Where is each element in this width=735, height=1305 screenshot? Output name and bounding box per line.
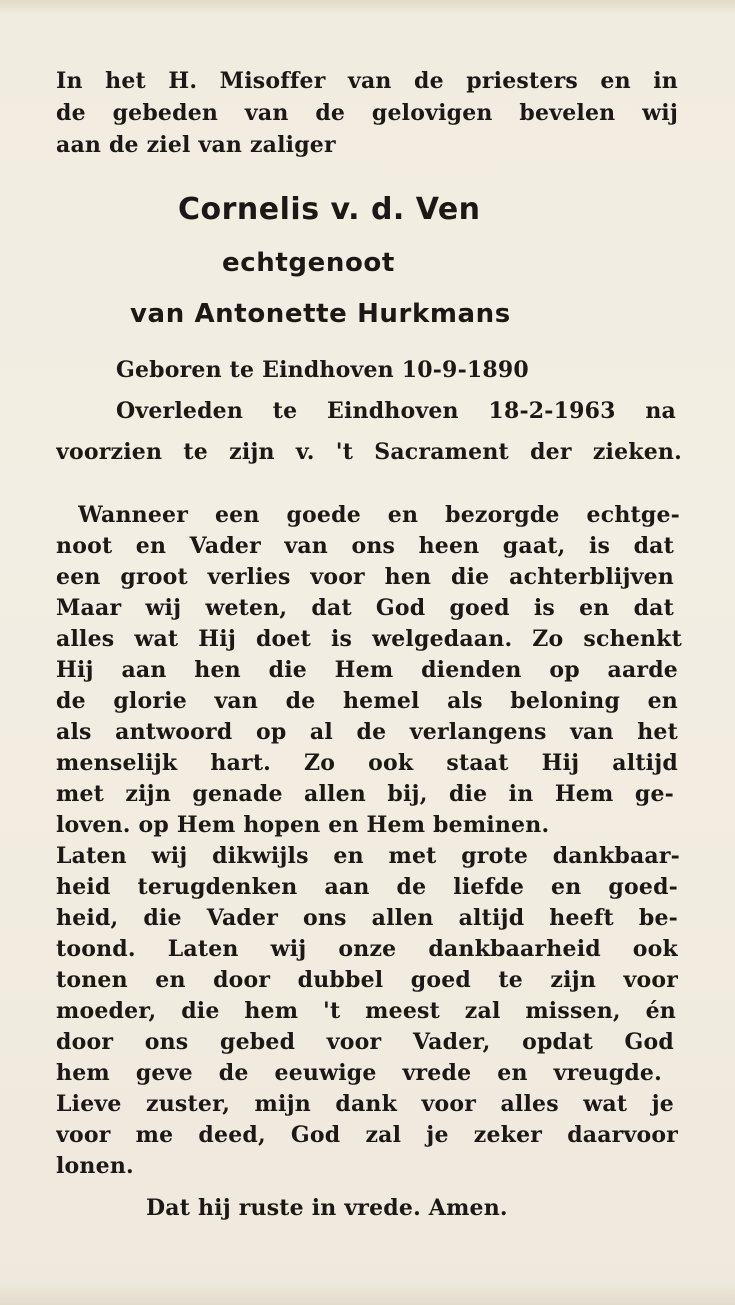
deceased-name: Cornelis v. d. Ven: [178, 192, 481, 227]
body-line: een groot verlies voor hen die achterblijven: [56, 564, 674, 590]
body-line: de glorie van de hemel als beloning en: [56, 688, 678, 714]
body-line: alles wat Hij doet is welgedaan. Zo schenkt: [56, 626, 682, 652]
body-line: lonen.: [56, 1153, 134, 1179]
card-bottom-edge: [0, 1281, 735, 1305]
body-line: met zijn genade allen bij, die in Hem ge-: [56, 781, 674, 807]
body-line: heid, die Vader ons allen altijd heeft be-: [56, 905, 678, 931]
body-line: als antwoord op al de verlangens van het: [56, 719, 678, 745]
deceased-relation: echtgenoot: [222, 248, 395, 278]
body-line: hem geve de eeuwige vrede en vreugde.: [56, 1060, 662, 1086]
sacrament-line: voorzien te zijn v. 't Sacrament der zieken.: [56, 439, 682, 465]
body-line: voor me deed, God zal je zeker daarvoor: [56, 1122, 678, 1148]
intro-line-2: de gebeden van de gelovigen bevelen wij: [56, 100, 678, 126]
birth-line: Geboren te Eindhoven 10-9-1890: [116, 357, 529, 383]
body-line: loven. op Hem hopen en Hem beminen.: [56, 812, 550, 838]
intro-line-1: In het H. Misoffer van de priesters en in: [56, 68, 678, 94]
body-line: heid terugdenken aan de liefde en goed-: [56, 874, 678, 900]
body-line: tonen en door dubbel goed te zijn voor: [56, 967, 678, 993]
intro-line-3: aan de ziel van zaliger: [56, 132, 336, 158]
death-line: Overleden te Eindhoven 18-2-1963 na: [116, 398, 676, 424]
body-line: Lieve zuster, mijn dank voor alles wat je: [56, 1091, 674, 1117]
body-line: door ons gebed voor Vader, opdat God: [56, 1029, 674, 1055]
closing-prayer: Dat hij ruste in vrede. Amen.: [146, 1195, 508, 1221]
body-line: moeder, die hem 't meest zal missen, én: [56, 998, 676, 1024]
body-line: Hij aan hen die Hem dienden op aarde: [56, 657, 678, 683]
card-top-edge: [0, 0, 735, 14]
body-line: toond. Laten wij onze dankbaarheid ook: [56, 936, 678, 962]
body-line: menselijk hart. Zo ook staat Hij altijd: [56, 750, 678, 776]
body-line: Maar wij weten, dat God goed is en dat: [56, 595, 674, 621]
body-line: noot en Vader van ons heen gaat, is dat: [56, 533, 674, 559]
body-line: Laten wij dikwijls en met grote dankbaar-: [56, 843, 680, 869]
body-line: Wanneer een goede en bezorgde echtge-: [78, 502, 680, 528]
deceased-spouse: van Antonette Hurkmans: [130, 299, 511, 329]
